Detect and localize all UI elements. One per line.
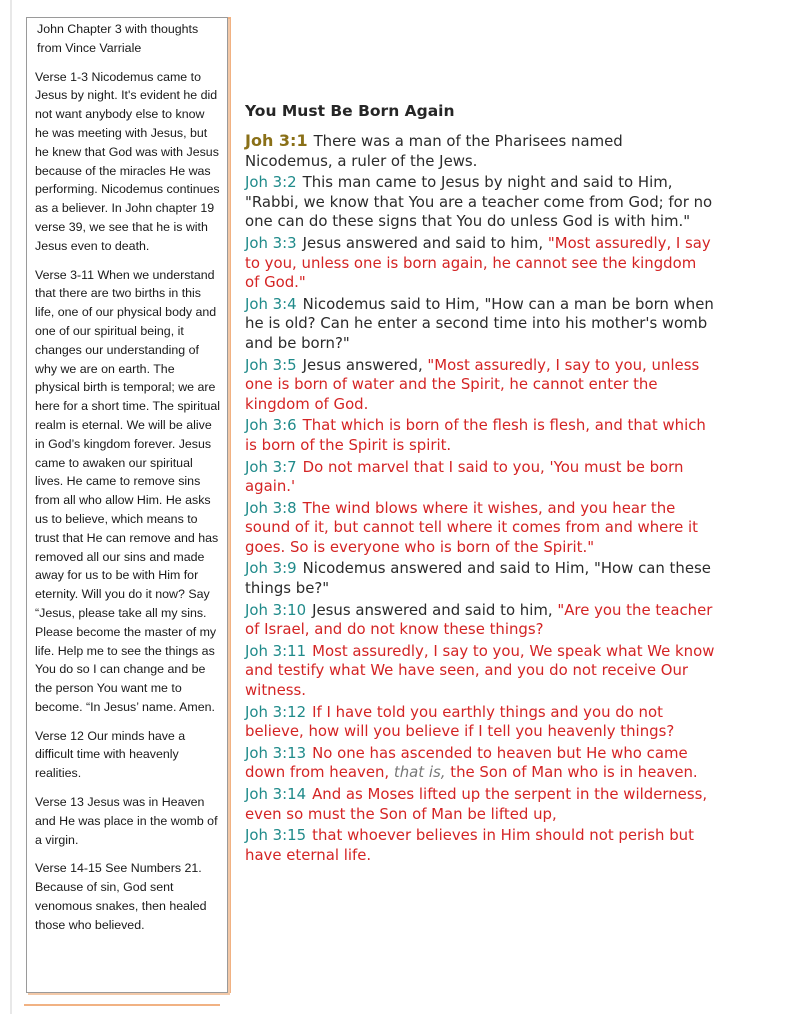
sidebar-note: Verse 1-3 Nicodemus came to Jesus by night. It's evident he did not want anybody else to know he was meeting with Jesus, but he knew that God was with Jesus because of the miracles He was performing. Nicodemus continues as a believer. In John chapter 19 verse 39, we see that he is with Jesus even to death. [35,69,220,253]
verse [245,703,715,742]
verse-ref: Joh 3:9 [245,559,297,578]
verse-text: There was a man of the Pharisees named Nicodemus, a ruler of the Jews. [245,132,623,170]
sidebar-note: Verse 3-11 When we understand that there are two births in this life, one of our physical body and one of our spiritual being, it changes our understanding of why we are on earth. The physical birth is temporal; we are here for a short time. The spiritual realm is eternal. We will be alive in God’s kingdom forever. Jesus came to awaken our spiritual lives. He came to remove sins from all who allow Him. He asks us to believe, which means to trust that He can remove and has removed all our sins and made away for us to be with Him for eternity. Will you do it now? Say “Jesus, please take all my sins. Please become the master of my life. Help me to see the things as You do so I can change and be the person You want me to become. “In Jesus’ name. Amen. [35,267,221,714]
verse [245,416,715,455]
sidebar-intro: John Chapter 3 with thoughts from Vince Varriale [37,22,199,55]
words-of-jesus: And as Moses lifted up the serpent in the wilderness, even so must the Son of Man be lifted up, [245,785,708,823]
verse-ref: Joh 3:14 [245,785,307,803]
verse-text: This man came to Jesus by night and said to Him, "Rabbi, we know that You are a teacher come from God; for no one can do these signs that You do unless God is with him." [245,173,713,231]
words-of-jesus: the Son of Man who is in heaven. [445,763,698,782]
verse [245,642,715,701]
verse [245,295,715,354]
words-of-jesus: Most assuredly, I say to you, We speak what We know and testify what We have seen, and you do not receive Our witness. [245,641,715,700]
verse [245,173,715,232]
page-edge [10,0,12,1014]
words-of-jesus: The wind blows where it wishes, and you hear the sound of it, but cannot tell where it comes from and where it goes. So is everyone who is born of the Spirit." [245,498,699,556]
verse-ref: Joh 3:3 [245,233,297,252]
verse-ref: Joh 3:2 [245,173,297,192]
words-of-jesus: that whoever believes in Him should not perish but have eternal life. [245,826,694,864]
sidebar-note: Verse 14-15 See Numbers 21. Because of sin, God sent venomous snakes, then healed those who believed. [35,861,207,932]
words-of-jesus: Do not marvel that I said to you, 'You must be born again.' [245,457,684,496]
commentary-sidebar [26,17,228,993]
verse-ref: Joh 3:12 [245,702,307,721]
sidebar-accent-line [24,1004,220,1006]
verse [245,744,715,783]
words-of-jesus: "Are you the teacher of Israel, and do not know these things? [245,600,713,639]
sidebar-note: Verse 12 Our minds have a difficult time with heavenly realities. [35,728,186,781]
verse-ref: Joh 3:7 [245,457,297,476]
words-of-jesus: No one has ascended to heaven but He who came down from heaven, [245,743,688,782]
verse-text: Jesus answered and said to him, [312,600,558,619]
verse [245,234,715,293]
verse-ref: Joh 3:1 [245,131,308,150]
words-of-jesus: "Most assuredly, I say to you, unless one is born of water and the Spirit, he cannot enter the kingdom of God. [245,355,700,413]
verse-ref: Joh 3:15 [245,826,307,845]
verse-ref: Joh 3:5 [245,355,297,374]
verse [245,458,715,497]
words-of-jesus: That which is born of the flesh is flesh, and that which is born of the Spirit is spirit. [245,416,706,454]
verse [245,785,715,824]
verse [245,826,715,865]
verse [245,559,715,598]
verse [245,356,715,415]
verse-text: Nicodemus said to Him, "How can a man be born when he is old? Can he enter a second time into his mother's womb and be born?" [245,294,714,352]
verse-ref: Joh 3:8 [245,498,297,517]
verse-text: Jesus answered, [302,355,428,374]
verse [245,601,715,640]
verse-text: Jesus answered and said to him, [302,233,548,252]
verse-ref: Joh 3:13 [245,743,307,762]
verse-ref: Joh 3:6 [245,416,297,435]
verse-ref: Joh 3:10 [245,600,307,619]
scripture-text [245,100,715,867]
section-title: You Must Be Born Again [245,102,455,120]
verse-ref: Joh 3:4 [245,294,297,313]
verse [245,499,715,558]
words-of-jesus: "Most assuredly, I say to you, unless one is born again, he cannot see the kingdom of God." [245,233,711,292]
verse-text: Nicodemus answered and said to Him, "How can these things be?" [245,559,711,598]
verse [245,131,715,171]
verse-ref: Joh 3:11 [245,641,307,660]
italic-supplied-words: that is, [393,763,446,782]
words-of-jesus: If I have told you earthly things and you do not believe, how will you believe if I tell you heavenly things? [245,702,675,741]
sidebar-note: Verse 13 Jesus was in Heaven and He was place in the womb of a virgin. [35,795,218,847]
